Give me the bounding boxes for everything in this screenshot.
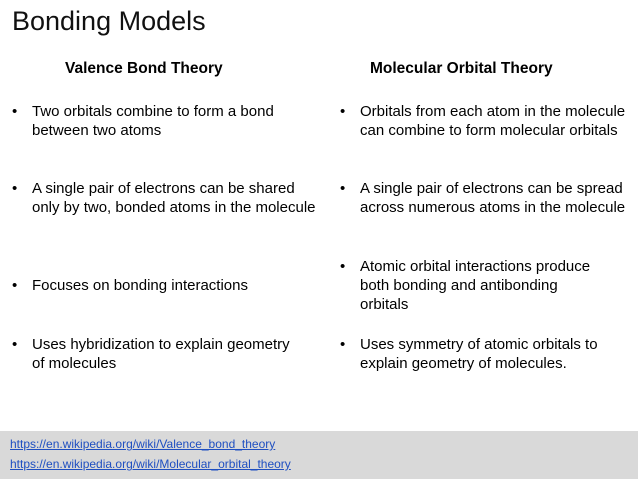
left-bullet-1 (12, 102, 322, 140)
right-bullet-1 (340, 102, 630, 140)
right-bullet-1-text: Orbitals from each atom in the molecule can combine to form molecular orbitals (360, 103, 626, 139)
right-bullet-2-text: A single pair of electrons can be spread across numerous atoms in the molecule (360, 180, 626, 216)
bullet-marker: • (12, 277, 18, 294)
bullet-marker: • (340, 103, 346, 120)
left-bullet-3 (12, 276, 322, 295)
molecular-orbital-heading: Molecular Orbital Theory (370, 60, 553, 77)
slide-title: Bonding Models (12, 6, 206, 36)
right-bullet-4-text: Uses symmetry of atomic orbitals to explain geometry of molecules. (360, 336, 598, 372)
right-bullet-3-text: Atomic orbital interactions produce both bonding and antibonding orbitals (360, 258, 591, 313)
left-bullet-1-text: Two orbitals combine to form a bond between two atoms (32, 103, 274, 139)
footer-bar (0, 431, 638, 479)
bullet-marker: • (340, 336, 346, 353)
bullet-marker: • (12, 180, 18, 197)
left-bullet-2 (12, 179, 322, 217)
bullet-marker: • (340, 180, 346, 197)
valence-bond-heading: Valence Bond Theory (65, 60, 223, 77)
molecular-orbital-link[interactable]: https://en.wikipedia.org/wiki/Molecular_orbital_theory (10, 457, 291, 471)
left-bullet-2-text: A single pair of electrons can be shared only by two, bonded atoms in the molecule (32, 180, 316, 216)
right-bullet-2 (340, 179, 635, 217)
left-bullet-4-text: Uses hybridization to explain geometry of molecules (32, 336, 290, 372)
bullet-marker: • (12, 103, 18, 120)
bullet-marker: • (12, 336, 18, 353)
left-bullet-4 (12, 335, 302, 373)
bullet-marker: • (340, 258, 346, 275)
right-bullet-4 (340, 335, 638, 373)
valence-bond-link[interactable]: https://en.wikipedia.org/wiki/Valence_bond_theory (10, 437, 276, 451)
left-bullet-3-text: Focuses on bonding interactions (32, 277, 248, 294)
right-bullet-3 (340, 257, 610, 314)
